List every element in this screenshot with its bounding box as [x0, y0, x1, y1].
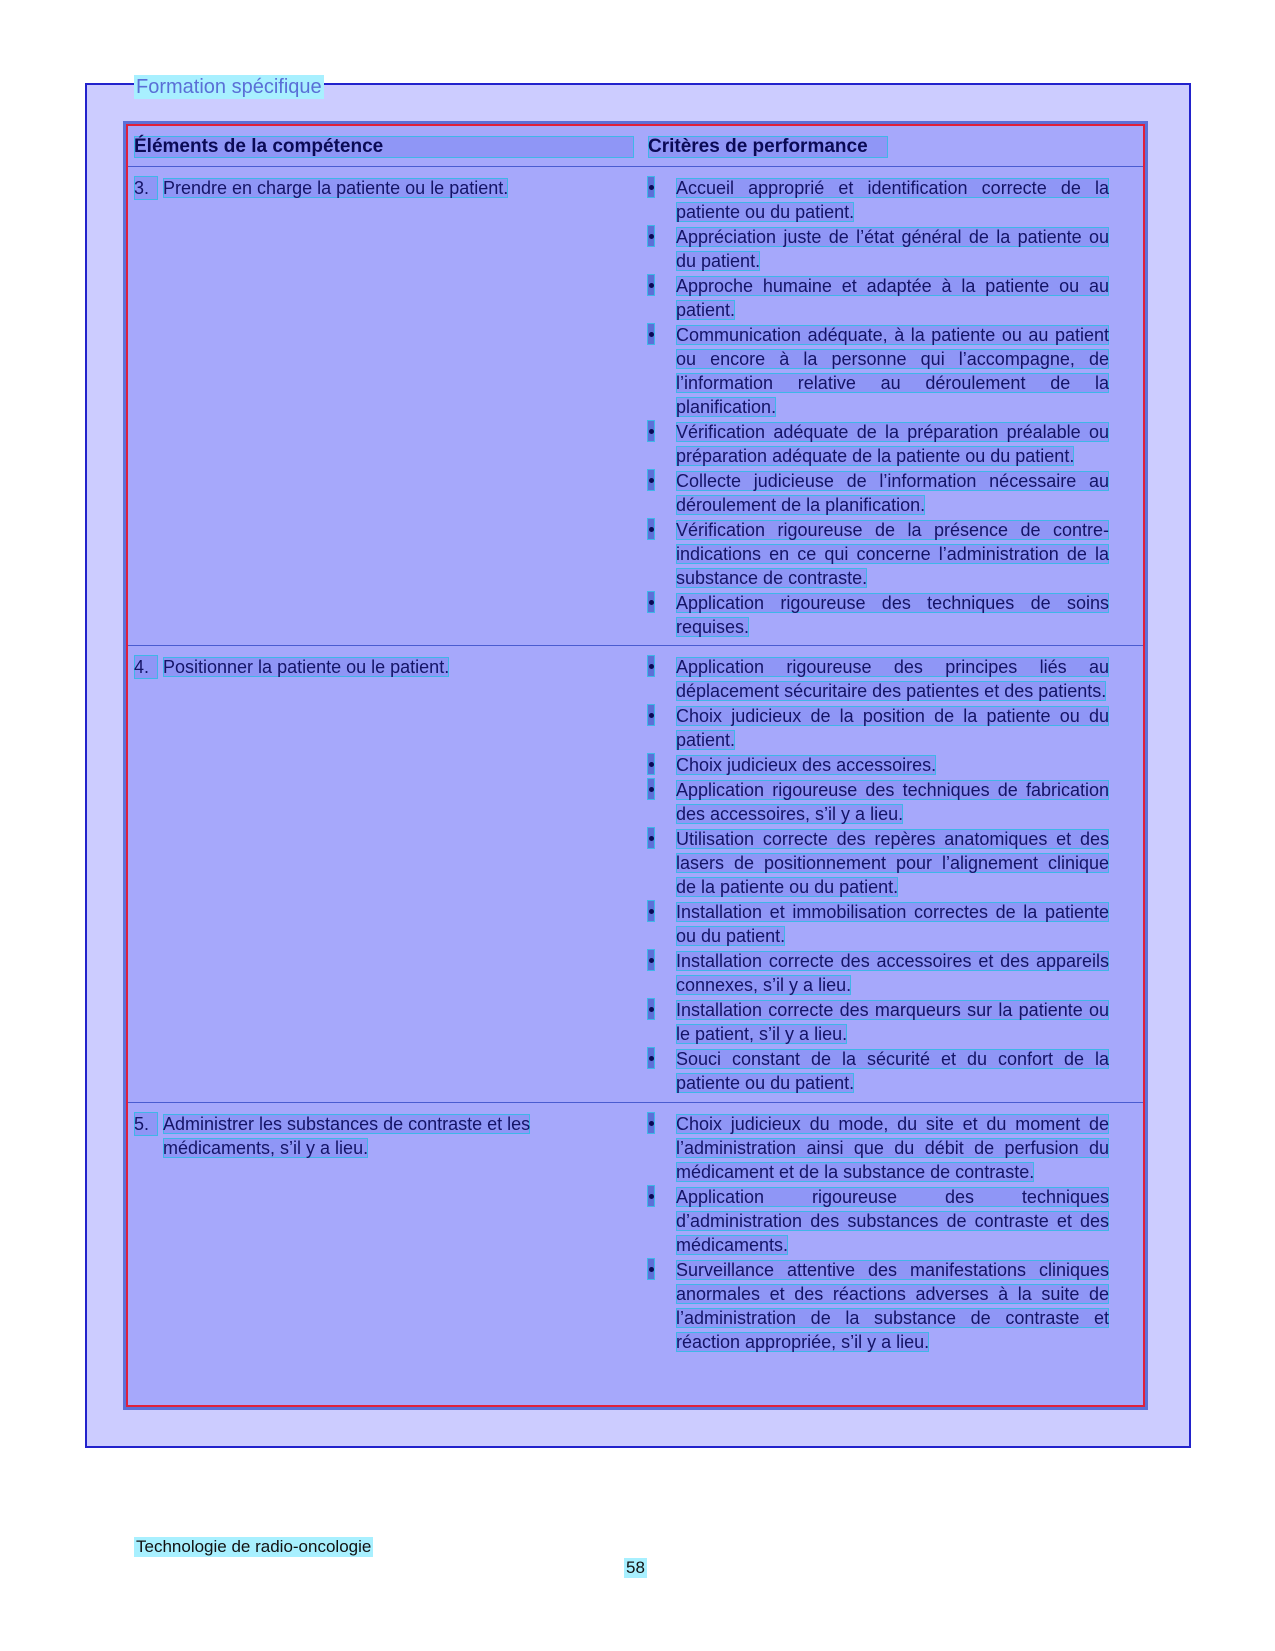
table-row: [128, 646, 1143, 1103]
list-item: Application rigoureuse des techniques de soins requises.: [647, 591, 1109, 639]
bullet-icon: [647, 420, 655, 442]
bullet-icon: [647, 704, 655, 726]
competence-element: [134, 655, 634, 679]
element-number: 5.: [134, 1112, 158, 1136]
bullet-icon: [647, 591, 655, 613]
list-item: Communication adéquate, à la patiente ou au patient ou encore à la personne qui l’accompagne, de l’information relative au déroulement de la planification.: [647, 323, 1109, 419]
competence-table: [126, 124, 1145, 1407]
page-number: 58: [626, 1558, 645, 1577]
list-item: Installation correcte des marqueurs sur la patiente ou le patient, s’il y a lieu.: [647, 998, 1109, 1046]
criteria-list: [647, 1112, 1109, 1355]
element-text: Prendre en charge la patiente ou le patient.: [163, 178, 509, 198]
list-item: Utilisation correcte des repères anatomiques et des lasers de positionnement pour l’alignement clinique de la patiente ou du patient.: [647, 827, 1109, 899]
element-text: Positionner la patiente ou le patient.: [163, 657, 450, 677]
list-item: Vérification rigoureuse de la présence de contre-indications en ce qui concerne l’administration de la substance de contraste.: [647, 518, 1109, 590]
list-item: Application rigoureuse des techniques de fabrication des accessoires, s’il y a lieu.: [647, 778, 1109, 826]
bullet-icon: [647, 655, 655, 677]
list-item: Souci constant de la sécurité et du confort de la patiente ou du patient.: [647, 1047, 1109, 1095]
list-item: Collecte judicieuse de l’information nécessaire au déroulement de la planification.: [647, 469, 1109, 517]
footer-program-name: Technologie de radio-oncologie: [136, 1537, 372, 1556]
list-item: Approche humaine et adaptée à la patiente ou au patient.: [647, 274, 1109, 322]
criteria-list: [647, 176, 1109, 640]
list-item: Surveillance attentive des manifestations cliniques anormales et des réactions adverses à la suite de l’administration de la substance de contraste et réaction appropriée, s’il y a lieu.: [647, 1258, 1109, 1354]
bullet-icon: [647, 518, 655, 540]
table-header-row: [128, 126, 1143, 167]
bullet-icon: [647, 1112, 655, 1134]
bullet-icon: [647, 323, 655, 345]
competence-table-frame: [123, 121, 1148, 1410]
bullet-icon: [647, 469, 655, 491]
table-row: [128, 167, 1143, 646]
list-item: Application rigoureuse des principes liés au déplacement sécuritaire des patientes et des patients.: [647, 655, 1109, 703]
competence-element: [134, 176, 634, 200]
list-item: Choix judicieux du mode, du site et du moment de l’administration ainsi que du débit de perfusion du médicament et de la substance de contraste.: [647, 1112, 1109, 1184]
list-item: Application rigoureuse des techniques d’administration des substances de contraste et des médicaments.: [647, 1185, 1109, 1257]
column-header-criteria: Critères de performance: [648, 136, 888, 158]
list-item: Choix judicieux des accessoires.: [647, 753, 1109, 777]
competence-element: [134, 1112, 634, 1160]
table-row: [128, 1103, 1143, 1403]
list-item: Choix judicieux de la position de la patiente ou du patient.: [647, 704, 1109, 752]
bullet-icon: [647, 1185, 655, 1207]
list-item: Accueil approprié et identification correcte de la patiente ou du patient.: [647, 176, 1109, 224]
bullet-icon: [647, 998, 655, 1020]
bullet-icon: [647, 225, 655, 247]
list-item: Installation correcte des accessoires et des appareils connexes, s’il y a lieu.: [647, 949, 1109, 997]
column-header-elements: Éléments de la compétence: [134, 136, 634, 158]
bullet-icon: [647, 827, 655, 849]
element-number: 4.: [134, 655, 158, 679]
bullet-icon: [647, 1047, 655, 1069]
list-item: Appréciation juste de l’état général de la patiente ou du patient.: [647, 225, 1109, 273]
criteria-list: [647, 655, 1109, 1096]
element-number: 3.: [134, 176, 158, 200]
bullet-icon: [647, 1258, 655, 1280]
bullet-icon: [647, 274, 655, 296]
bullet-icon: [647, 949, 655, 971]
bullet-icon: [647, 900, 655, 922]
page-title: Formation spécifique: [136, 76, 322, 98]
bullet-icon: [647, 778, 655, 800]
list-item: Vérification adéquate de la préparation préalable ou préparation adéquate de la patiente ou du patient.: [647, 420, 1109, 468]
bullet-icon: [647, 176, 655, 198]
list-item: Installation et immobilisation correctes de la patiente ou du patient.: [647, 900, 1109, 948]
element-text: Administrer les substances de contraste et les médicaments, s’il y a lieu.: [163, 1114, 531, 1158]
bullet-icon: [647, 753, 655, 775]
